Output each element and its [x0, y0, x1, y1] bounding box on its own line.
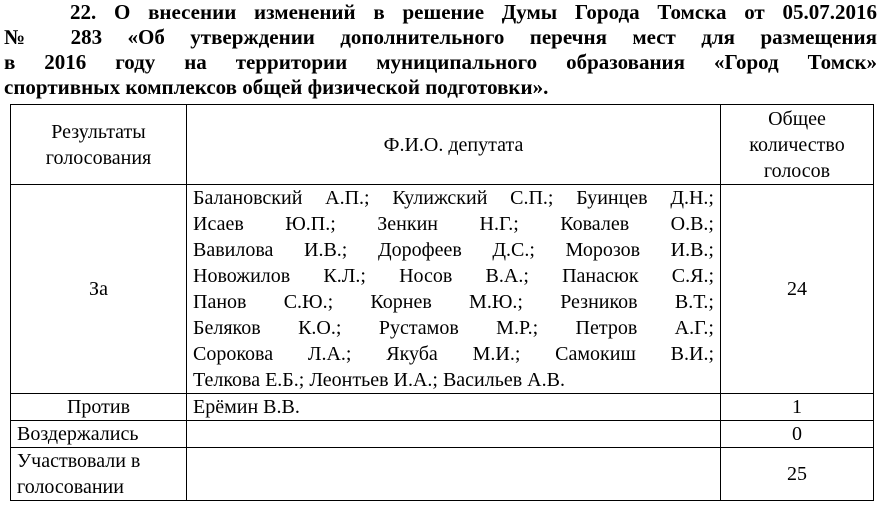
table-row [11, 394, 874, 421]
heading-line: спортивных комплексов общей физической подготовки». [4, 75, 549, 99]
deputies-cell [187, 185, 721, 394]
count-cell: 1 [721, 394, 874, 421]
deputies-cell: Ерёмин В.В. [187, 394, 721, 421]
deputies-cell [187, 421, 721, 448]
deputies-line: Исаев Ю.П.; Зенкин Н.Г.; Ковалев О.В.; [193, 213, 714, 235]
table-header-row [11, 105, 874, 185]
deputies-cell [187, 448, 721, 501]
result-cell: За [11, 185, 187, 394]
count-cell: 24 [721, 185, 874, 394]
deputies-line: Новожилов К.Л.; Носов В.А.; Панасюк С.Я.; [193, 265, 714, 287]
deputies-line: Вавилова И.В.; Дорофеев Д.С.; Морозов И.В.; [193, 239, 714, 261]
deputies-line: Панов С.Ю.; Корнев М.Ю.; Резников В.Т.; [193, 291, 714, 313]
table-row [11, 421, 874, 448]
header-total: Общее количество голосов [721, 105, 874, 185]
heading-line: в 2016 году на территории муниципального образования «Город Томск» [4, 50, 877, 74]
table-row [11, 448, 874, 501]
count-cell: 0 [721, 421, 874, 448]
heading-line: № 283 «Об утверждении дополнительного перечня мест для размещения [4, 25, 877, 49]
result-cell: Воздержались [11, 421, 187, 448]
deputies-line: Сорокова Л.А.; Якуба М.И.; Самокиш В.И.; [193, 343, 714, 365]
table-row [11, 185, 874, 394]
deputies-line: Беляков К.О.; Рустамов М.Р.; Петров А.Г.; [193, 317, 714, 339]
heading-line: 22. О внесении изменений в решение Думы Города Томска от 05.07.2016 [70, 0, 877, 24]
header-deputies: Ф.И.О. депутата [187, 105, 721, 185]
count-cell: 25 [721, 448, 874, 501]
deputies-line: Телкова Е.Б.; Леонтьев И.А.; Васильев А.В. [193, 369, 565, 391]
header-results: Результаты голосования [11, 105, 187, 185]
deputies-line: Балановский А.П.; Кулижский С.П.; Буинцев Д.Н.; [193, 187, 714, 209]
agenda-item-heading [4, 0, 877, 100]
result-cell: Против [11, 394, 187, 421]
result-cell: Участвовали в голосовании [11, 448, 187, 501]
voting-results-table [10, 104, 874, 501]
